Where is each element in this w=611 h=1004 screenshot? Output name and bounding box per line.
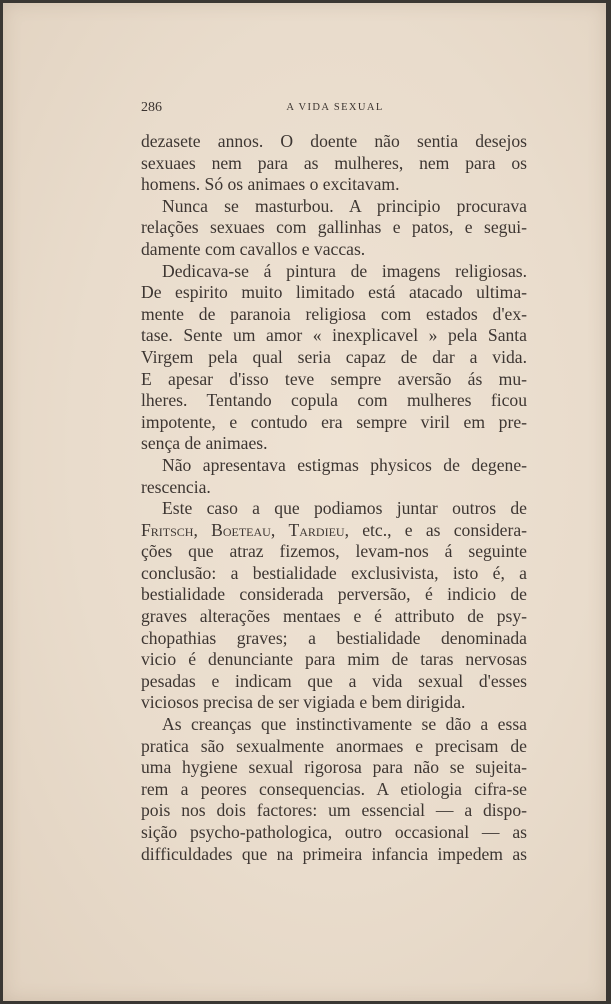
text-line: impotente, e contudo era sempre viril em pre-: [141, 411, 527, 432]
body-text: [141, 131, 527, 865]
text-line: chopathias graves; a bestialidade denominada: [141, 627, 527, 648]
text-line: As creanças que instinctivamente se dão a essa: [162, 714, 527, 735]
book-page: [3, 3, 606, 1001]
page-header: [141, 100, 529, 120]
text-line: difficuldades que na primeira infancia impedem as: [141, 843, 527, 864]
text-line: Não apresentava estigmas physicos de degene-: [162, 454, 527, 475]
text-line: Virgem pela qual seria capaz de dar a vida.: [141, 346, 527, 367]
text-line: sição psycho-pathologica, outro occasional — as: [141, 822, 527, 842]
text-segment: ,: [193, 519, 212, 540]
text-line: lheres. Tentando copula com mulheres ficou: [141, 390, 527, 411]
text-line: pois nos dois factores: um essencial — a dispo-: [141, 800, 527, 821]
text-line: viciosos precisa de ser vigiada e bem dirigida.: [141, 692, 466, 713]
text-line: pratica são sexualmente anormaes e precisam de: [141, 735, 527, 756]
text-line: E apesar d'isso teve sempre aversão ás mu-: [141, 368, 527, 389]
text-segment: , etc., e as considera-: [344, 519, 528, 540]
text-line: sexuaes nem para as mulheres, nem para os: [141, 152, 527, 173]
text-line: [141, 498, 527, 520]
author-name: Boeteau: [211, 519, 271, 540]
text-line: pesadas e indicam que a vida sexual d'esses: [141, 670, 527, 691]
text-line: mente de paranoia religiosa com estados d'ex-: [141, 303, 527, 324]
text-line: vicio é denunciante para mim de taras nervosas: [141, 649, 527, 670]
text-line: damente com cavallos e vaccas.: [141, 238, 366, 259]
text-line: Nunca se masturbou. A principio procurava: [162, 195, 527, 216]
text-line: rescencia.: [141, 476, 211, 497]
text-line: Dedicava-se á pintura de imagens religiosas.: [162, 260, 527, 281]
text-line: homens. Só os animaes o excitavam.: [141, 174, 400, 195]
text-segment: ,: [270, 519, 289, 540]
text-line: sença de animaes.: [141, 433, 268, 454]
text-segment: Este caso a que podiamos juntar outros de: [162, 498, 527, 519]
text-line: tase. Sente um amor « inexplicavel » pela Santa: [141, 325, 527, 346]
page-number: 286: [141, 100, 162, 115]
text-line: bestialidade considerada perversão, é indicio de: [141, 584, 527, 605]
text-line: relações sexuaes com gallinhas e patos, e segui-: [141, 217, 527, 238]
author-name: Tardieu: [288, 519, 345, 540]
text-line: [141, 520, 527, 542]
running-title: A VIDA SEXUAL: [286, 102, 384, 113]
text-line: uma hygiene sexual rigorosa para não se sujeita-: [141, 757, 527, 778]
text-line: De espirito muito limitado está atacado ultima-: [141, 282, 527, 303]
text-line: conclusão: a bestialidade exclusivista, isto é, a: [141, 562, 527, 583]
text-line: rem a peores consequencias. A etiologia cifra-se: [141, 778, 527, 799]
author-name: Fritsch: [141, 519, 194, 540]
text-line: dezasete annos. O doente não sentia desejos: [141, 131, 527, 151]
text-line: ções que atraz fizemos, levam-nos á seguinte: [141, 541, 527, 562]
text-line: graves alterações mentaes e é attributo de psy-: [141, 606, 527, 627]
